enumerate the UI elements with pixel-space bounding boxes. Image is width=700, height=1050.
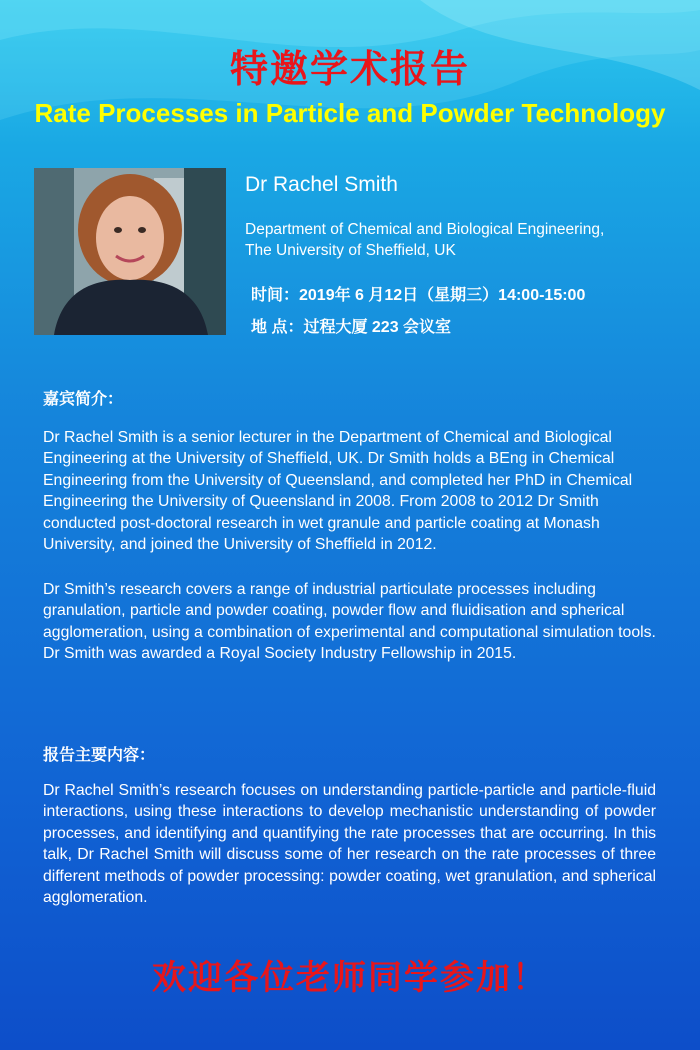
poster-title-chinese: 特邀学术报告 <box>229 47 470 91</box>
talk-abstract: Dr Rachel Smith’s research focuses on understanding particle-particle and particle-fluid interactions, using these interactions to develop mechanistic understanding of powder processes, and identifying and quantifying the rate processes that are occurring. In this talk, Dr Rachel Smith will discuss some of her research on the rate processes of three different methods of powder processing: powder coating, wet granulation, and spherical agglomeration. <box>43 782 656 907</box>
talk-location: 地 点：过程大厦 223 会议室 <box>251 319 452 336</box>
bio-paragraph-2: Dr Smith’s research covers a range of industrial particulate processes including granulation, particle and powder coating, powder flow and fluidisation and spherical agglomeration, using a combination of experimental and computational simulation tools. Dr Smith was awarded a Royal Society Industry Fellowship in 2015. <box>43 581 656 663</box>
affiliation-university: The University of Sheffield, UK <box>245 242 456 259</box>
bio-paragraph-1: Dr Rachel Smith is a senior lecturer in the Department of Chemical and Biological Engineering at the University of Sheffield, UK. Dr Smith holds a BEng in Chemical Engineering from the University of Queensland, and completed her PhD in Chemical Engineering the University of Queensland in 2008. From 2008 to 2012 Dr Smith conducted post-doctoral research in wet granule and particle coating at Monash University, and joined the University of Sheffield in 2012. <box>43 429 633 554</box>
affiliation-department: Department of Chemical and Biological Engineering, <box>245 221 605 238</box>
bio-heading: 嘉宾简介： <box>43 391 124 408</box>
welcome-message: 欢迎各位老师同学参加！ <box>152 958 548 998</box>
talk-time: 时间：2019年 6 月12日（星期三）14:00-15:00 <box>251 287 586 304</box>
talk-heading: 报告主要内容： <box>43 747 156 764</box>
speaker-affiliation <box>245 219 604 261</box>
speaker-photo <box>34 168 226 335</box>
speaker-name: Dr Rachel Smith <box>245 173 398 196</box>
poster-title-english: Rate Processes in Particle and Powder Technology <box>34 98 666 128</box>
